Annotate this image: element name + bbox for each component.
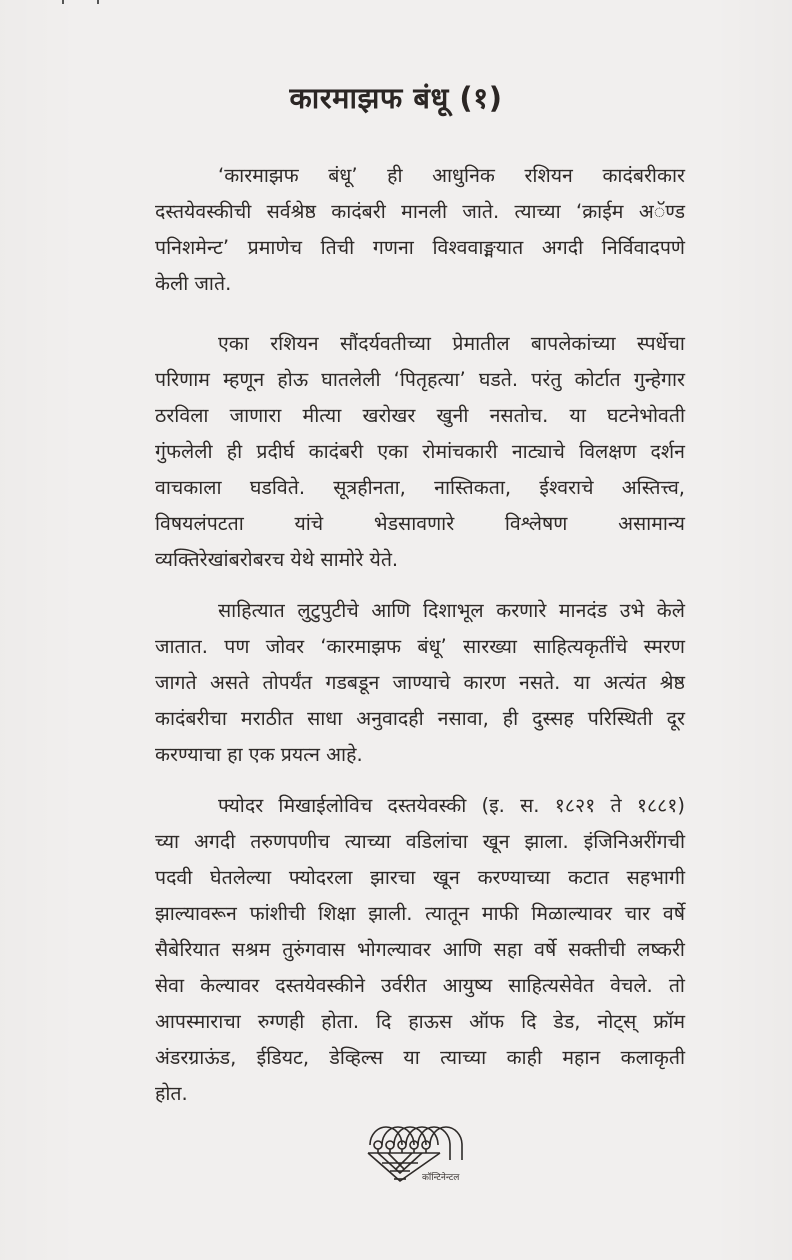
text-line: पनिशमेन्ट’ प्रमाणेच तिची गणना विश्ववाङ्मयात अगदी निर्विवादपणे — [155, 236, 685, 259]
text-line: एका रशियन सौंदर्यवतीच्या प्रेमातील बापलेकांच्या स्पर्धेचा — [218, 332, 685, 355]
text-line: अंडरग्राऊंड, ईडियट, डेव्हिल्स या त्याच्या काही महान कलाकृती — [155, 1046, 685, 1069]
text-line: केली जाते. — [155, 272, 232, 295]
scan-edge-mark — [62, 0, 64, 4]
text-line: साहित्यात लुटुपुटीचे आणि दिशाभूल करणारे मानदंड उभे केले — [218, 599, 685, 622]
paragraph-1 — [155, 158, 685, 302]
text-line: कादंबरीचा मराठीत साधा अनुवादही नसावा, ही दुस्सह परिस्थिती दूर — [155, 707, 685, 730]
text-line: ठरविला जाणारा मीत्या खरोखर खुनी नसतोच. या घटनेभोवती — [155, 404, 685, 427]
paragraph-4 — [155, 788, 685, 1112]
text-line: वाचकाला घडविते. सूत्रहीनता, नास्तिकता, ईश्वराचे अस्तित्त्व, — [155, 476, 685, 499]
paragraph-3 — [155, 593, 685, 773]
text-line: च्या अगदी तरुणपणीच त्याच्या वडिलांचा खून झाला. इंजिनिअरींगची — [155, 830, 685, 853]
text-line: पदवी घेतलेल्या फ्योदरला झारचा खून करण्याच्या कटात सहभागी — [155, 866, 685, 889]
text-line: ‘कारमाझफ बंधू’ ही आधुनिक रशियन कादंबरीकार — [218, 164, 685, 187]
publisher-name: कॉन्टिनेन्टल — [422, 1173, 460, 1183]
text-line: जातात. पण जोवर ‘कारमाझफ बंधू’ सारख्या साहित्यकृतींचे स्मरण — [155, 635, 685, 658]
text-line: झाल्यावरून फांशीची शिक्षा झाली. त्यातून माफी मिळाल्यावर चार वर्षे — [155, 902, 685, 925]
text-line: सेवा केल्यावर दस्तयेवस्कीने उर्वरीत आयुष्य साहित्यसेवेत वेचले. तो — [155, 974, 685, 997]
text-line: सैबेरियात सश्रम तुरुंगवास भोगल्यावर आणि सहा वर्षे सक्तीची लष्करी — [155, 938, 685, 961]
text-line: व्यक्तिरेखांबरोबरच येथे सामोरे येते. — [155, 548, 399, 571]
text-line: जागते असते तोपर्यंत गडबडून जाण्याचे कारण नसते. या अत्यंत श्रेष्ठ — [155, 671, 685, 694]
scan-edge-mark — [97, 0, 99, 4]
text-line: दस्तयेवस्कीची सर्वश्रेष्ठ कादंबरी मानली जाते. त्याच्या ‘क्राईम अॅण्ड — [155, 200, 685, 223]
text-line: करण्याचा हा एक प्रयत्न आहे. — [155, 743, 363, 766]
page-title: कारमाझफ बंधू (१) — [289, 81, 503, 115]
paragraph-2 — [155, 326, 685, 578]
text-line: विषयलंपटता यांचे भेडसावणारे विश्लेषण असामान्य — [155, 512, 685, 535]
text-line: आपस्माराचा रुग्णही होता. दि हाऊस ऑफ दि डेड, नोट्स् फ्रॉम — [155, 1010, 685, 1033]
text-line: गुंफलेली ही प्रदीर्घ कादंबरी एका रोमांचकारी नाट्याचे विलक्षण दर्शन — [155, 440, 685, 463]
text-line: फ्योदर मिखाईलोविच दस्तयेवस्की (इ. स. १८२१ ते १८८१) — [218, 794, 685, 817]
text-line: परिणाम म्हणून होऊ घातलेली ‘पितृहत्या’ घडते. परंतु कोर्टात गुन्हेगार — [155, 368, 685, 391]
text-line: होत. — [155, 1082, 188, 1105]
